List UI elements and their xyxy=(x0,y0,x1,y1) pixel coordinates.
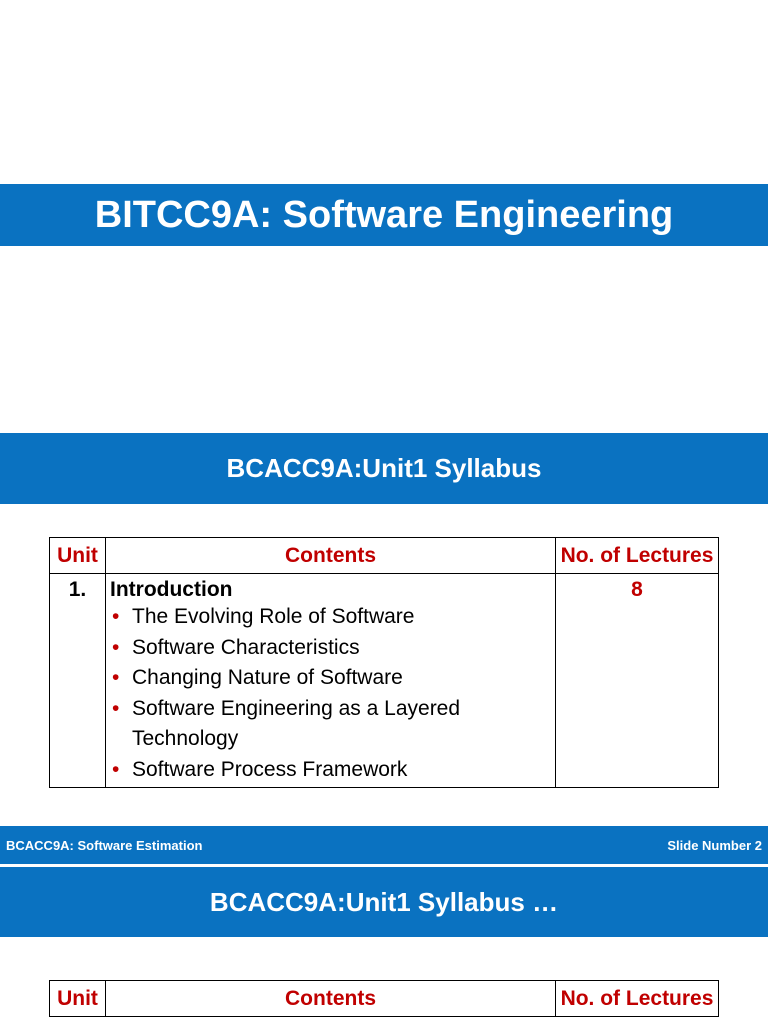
list-item: • Changing Nature of Software xyxy=(110,663,551,694)
table-row xyxy=(50,574,719,788)
table-header-row xyxy=(50,981,719,1017)
footer-course: BCACC9A: Software Estimation xyxy=(6,837,203,853)
header-contents: Contents xyxy=(106,981,556,1017)
list-item: • Software Process Framework xyxy=(110,755,551,786)
slide3-title: BCACC9A:Unit1 Syllabus … xyxy=(209,886,559,917)
list-item: • Software Characteristics xyxy=(110,633,551,664)
syllabus-table-continued xyxy=(49,980,719,1017)
footer-slide-number: Slide Number 2 xyxy=(667,837,762,853)
slide1-title: BITCC9A: Software Engineering xyxy=(94,193,674,236)
header-lectures: No. of Lectures xyxy=(556,981,719,1017)
table-header-row xyxy=(50,538,719,574)
list-item: • Software Engineering as a Layered Technology xyxy=(110,694,551,755)
lecture-count: 8 xyxy=(556,574,719,788)
header-contents: Contents xyxy=(106,538,556,574)
contents-cell xyxy=(106,574,556,788)
slide3-title-band xyxy=(0,867,768,937)
syllabus-table xyxy=(49,537,719,788)
list-item: • The Evolving Role of Software xyxy=(110,602,551,633)
header-unit: Unit xyxy=(50,981,106,1017)
header-unit: Unit xyxy=(50,538,106,574)
slide1-title-band xyxy=(0,184,768,246)
contents-heading: Introduction xyxy=(110,578,233,601)
slide2-title-band xyxy=(0,433,768,504)
slide-footer xyxy=(0,826,768,864)
unit-number: 1. xyxy=(50,574,106,788)
contents-list xyxy=(110,602,551,785)
header-lectures: No. of Lectures xyxy=(556,538,719,574)
slide2-title: BCACC9A:Unit1 Syllabus xyxy=(226,453,542,483)
